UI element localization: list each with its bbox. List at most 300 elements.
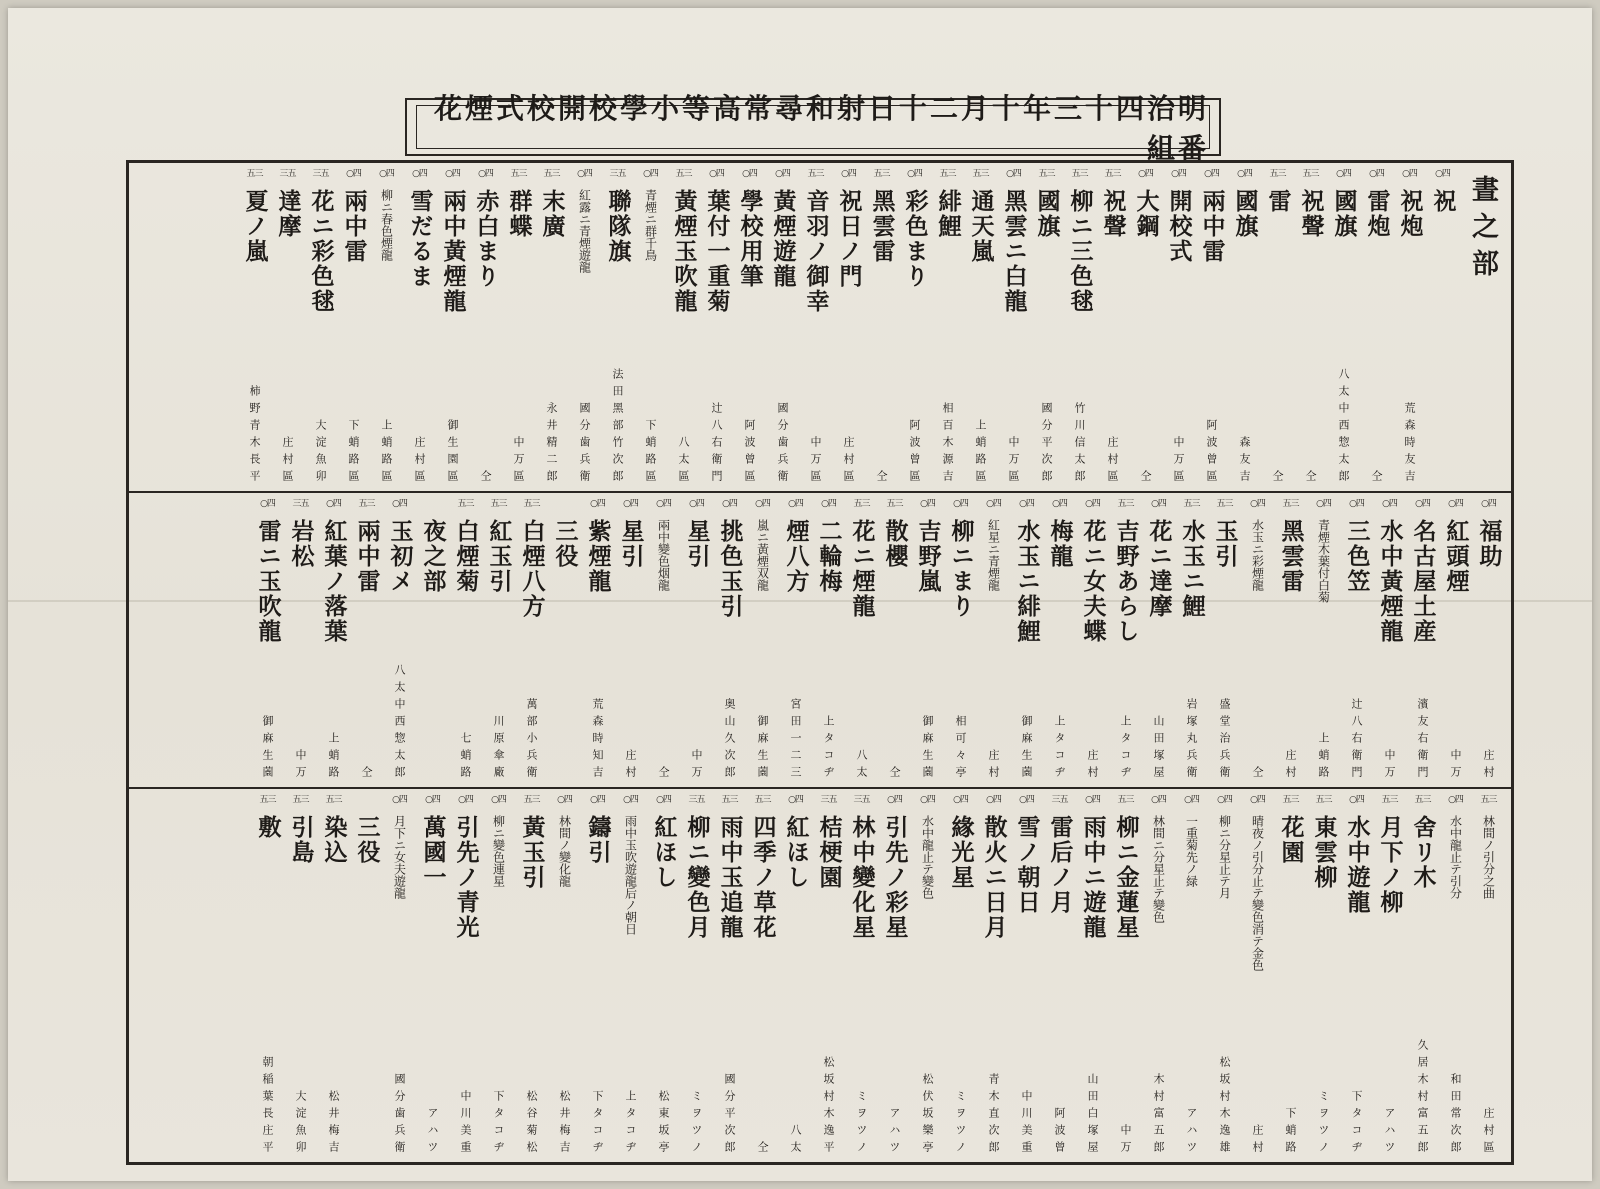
maker-name: 下タコヂ — [492, 1090, 505, 1158]
program-entry — [878, 795, 911, 1158]
maker-name: 庄村區 — [1106, 436, 1119, 487]
firework-name: 兩中雷 — [1198, 189, 1226, 264]
maker-name: 上タコヂ — [624, 1090, 637, 1158]
program-entry — [370, 169, 403, 487]
maker-name: 大淀魚卯 — [314, 419, 327, 487]
program-entry — [403, 169, 436, 487]
shell-size-code: ○四 — [920, 499, 935, 509]
shell-size-code: 五三 — [358, 499, 375, 509]
maker-name: 中万區 — [512, 436, 525, 487]
maker-name: 下タコヂ — [1350, 1090, 1363, 1158]
firework-name: 國旗 — [1330, 189, 1358, 239]
shell-size-code: 五三 — [1071, 169, 1088, 179]
firework-name: 夜之部 — [419, 519, 447, 594]
shell-size-code: ○四 — [1138, 169, 1153, 179]
maker-name: 庄村區 — [413, 436, 426, 487]
firework-name: 紅葉ノ落葉 — [320, 519, 348, 644]
maker-name: 國分歯兵衛 — [578, 402, 591, 487]
program-entry — [1327, 169, 1360, 487]
maker-name: 奥山久次郎 — [723, 698, 736, 783]
firework-name: 吉野あらし — [1112, 519, 1140, 644]
shell-size-code: ○四 — [1085, 795, 1100, 805]
firework-name: 二輪梅 — [815, 519, 843, 594]
firework-name-small: 水中龍止テ變色 — [920, 815, 935, 899]
firework-name-small: 一重菊先ノ緑 — [1184, 815, 1199, 887]
shell-size-code: 五三 — [1117, 499, 1134, 509]
program-entry — [713, 499, 746, 783]
shell-size-code: ○四 — [953, 499, 968, 509]
program-entry — [680, 499, 713, 783]
firework-name: 雪だるま — [406, 189, 434, 289]
shell-size-code: ○四 — [577, 169, 592, 179]
shell-size-code: 五三 — [1282, 795, 1299, 805]
program-entry — [1208, 795, 1241, 1158]
maker-name: 庄村區 — [281, 436, 294, 487]
shell-size-code: 五三 — [1414, 795, 1431, 805]
firework-name: 舍リ木 — [1409, 815, 1437, 890]
firework-name: 煙八方 — [782, 519, 810, 594]
maker-name: 大淀魚卯 — [294, 1090, 307, 1158]
shell-size-code: 五三 — [1302, 169, 1319, 179]
maker-name: 仝 — [1271, 470, 1284, 487]
shell-size-code: ○四 — [1349, 795, 1364, 805]
maker-name: 永井精二郎 — [545, 402, 558, 487]
program-entry — [878, 499, 911, 783]
firework-name: 三役 — [353, 815, 381, 865]
shell-size-code: ○四 — [623, 499, 638, 509]
firework-name: 紅ほし — [650, 815, 678, 890]
program-entry — [251, 499, 284, 783]
maker-name: 御生園區 — [446, 419, 459, 487]
firework-name: 葉付一重菊 — [703, 189, 731, 314]
firework-name-small: 水中龍止テ引分 — [1448, 815, 1463, 899]
day-section-header-col — [1459, 169, 1505, 487]
shell-size-code: ○四 — [775, 169, 790, 179]
maker-name: 中万 — [690, 749, 703, 783]
shell-size-code: ○四 — [1415, 499, 1430, 509]
firework-name: 散火ニ日月 — [980, 815, 1008, 940]
program-entry — [746, 499, 779, 783]
program-entry — [977, 499, 1010, 783]
firework-name: 雷后ノ月 — [1046, 815, 1074, 915]
bottom-section — [129, 789, 1511, 1162]
maker-name: 和田常次郎 — [1449, 1073, 1462, 1158]
program-table — [126, 160, 1514, 1165]
shell-size-code: 五三 — [1315, 795, 1332, 805]
firework-name: 緋鯉 — [934, 189, 962, 239]
maker-name: アハツ — [1383, 1107, 1396, 1158]
shell-size-code: 五三 — [1282, 499, 1299, 509]
firework-name: 國旗 — [1231, 189, 1259, 239]
firework-name: 敷 — [254, 815, 282, 840]
shell-size-code: ○四 — [1369, 169, 1384, 179]
firework-name: 雨中ニ遊龍 — [1079, 815, 1107, 940]
maker-name: 松坂村木逸平 — [822, 1056, 835, 1158]
program-entry — [614, 499, 647, 783]
maker-name: 阿波曾區 — [908, 419, 921, 487]
firework-name: 赤白まり — [472, 189, 500, 289]
maker-name: 朝稲葉長庄平 — [261, 1056, 274, 1158]
program-entry — [766, 169, 799, 487]
program-entry — [911, 499, 944, 783]
program-entry — [515, 499, 548, 783]
program-entry — [1307, 795, 1340, 1158]
program-entry — [1162, 169, 1195, 487]
program-entry — [845, 795, 878, 1158]
program-entry — [449, 795, 482, 1158]
program-entry — [634, 169, 667, 487]
firework-name: 挑色玉引 — [716, 519, 744, 619]
program-entry — [1043, 795, 1076, 1158]
firework-name: 音羽ノ御幸 — [802, 189, 830, 314]
maker-name: 木村富五郎 — [1152, 1073, 1165, 1158]
shell-size-code: ○四 — [907, 169, 922, 179]
maker-name: 八太區 — [677, 436, 690, 487]
maker-name: 庄村 — [1482, 749, 1495, 783]
maker-name: 辻八右衛門 — [710, 402, 723, 487]
shell-size-code: ○四 — [755, 499, 770, 509]
program-entry — [1142, 499, 1175, 783]
shell-size-code: ○四 — [1052, 499, 1067, 509]
maker-name: 上蛸路區 — [974, 419, 987, 487]
firework-name: 吉野嵐 — [914, 519, 942, 594]
shell-size-code: ○四 — [722, 499, 737, 509]
program-entry — [1142, 795, 1175, 1158]
firework-name-small: 嵐ニ黃煙双龍 — [755, 519, 770, 591]
shell-size-code: ○四 — [742, 169, 757, 179]
shell-size-code: ○四 — [1006, 169, 1021, 179]
firework-name-small: 青煙木葉付白菊 — [1316, 519, 1331, 603]
shell-size-code: 五三 — [543, 169, 560, 179]
maker-name: 下蛸路區 — [347, 419, 360, 487]
shell-size-code: 五三 — [886, 499, 903, 509]
program-entry — [1175, 795, 1208, 1158]
program-entry — [601, 169, 634, 487]
firework-name: 東雲柳 — [1310, 815, 1338, 890]
shell-size-code: 五三 — [490, 499, 507, 509]
shell-size-code: ○四 — [1019, 499, 1034, 509]
firework-name: 聯隊旗 — [604, 189, 632, 264]
program-entry — [647, 795, 680, 1158]
shell-size-code: ○四 — [788, 499, 803, 509]
firework-name-small: 青煙ニ群千鳥 — [643, 189, 658, 261]
program-entry — [1175, 499, 1208, 783]
program-entry — [1373, 499, 1406, 783]
shell-size-code: ○四 — [788, 795, 803, 805]
program-entry — [304, 169, 337, 487]
firework-name: 通天嵐 — [967, 189, 995, 264]
maker-name: 仝 — [888, 766, 901, 783]
program-entry — [1340, 499, 1373, 783]
shell-size-code: 三五 — [688, 795, 705, 805]
shell-size-code: ○四 — [1184, 795, 1199, 805]
maker-name: 八太中西惣太郎 — [393, 664, 406, 783]
firework-name: 柳ニ金蓮星 — [1112, 815, 1140, 940]
maker-name: 七蛸路 — [459, 732, 472, 783]
maker-name: アハツ — [1185, 1107, 1198, 1158]
firework-name: 白煙八方 — [518, 519, 546, 619]
program-entry — [548, 795, 581, 1158]
maker-name: 中万區 — [1007, 436, 1020, 487]
firework-name-small: 水玉ニ彩煙龍 — [1250, 519, 1265, 591]
shell-size-code: ○四 — [1019, 795, 1034, 805]
shell-size-code: ○四 — [1151, 795, 1166, 805]
program-entry — [1340, 795, 1373, 1158]
maker-name: 川原傘廠 — [492, 715, 505, 783]
shell-size-code: ○四 — [590, 795, 605, 805]
shell-size-code: 五三 — [246, 169, 263, 179]
shell-size-code: ○四 — [260, 499, 275, 509]
firework-name: 祝 — [1429, 189, 1457, 214]
program-entry — [383, 795, 416, 1158]
program-entry — [680, 795, 713, 1158]
firework-name: 梅龍 — [1046, 519, 1074, 569]
program-entry — [1030, 169, 1063, 487]
program-entry — [1096, 169, 1129, 487]
firework-name: 紅頭煙 — [1442, 519, 1470, 594]
shell-size-code: 五三 — [1183, 499, 1200, 509]
firework-name: 星引 — [617, 519, 645, 569]
maker-name: 荒森時友吉 — [1403, 402, 1416, 487]
maker-name: 八太 — [855, 749, 868, 783]
program-entry — [1393, 169, 1426, 487]
shell-size-code: ○四 — [656, 499, 671, 509]
firework-name: 祝聲 — [1099, 189, 1127, 239]
firework-name: 緣光星 — [947, 815, 975, 890]
program-entry — [251, 795, 284, 1158]
maker-name: 下蛸路 — [1284, 1107, 1297, 1158]
maker-name: 相可々亭 — [954, 715, 967, 783]
shell-size-code: ○四 — [1085, 499, 1100, 509]
shell-size-code: 五三 — [510, 169, 527, 179]
program-entry — [1076, 499, 1109, 783]
firework-name: 祝日ノ門 — [835, 189, 863, 289]
program-entry — [1360, 169, 1393, 487]
firework-name: 玉引 — [1211, 519, 1239, 569]
maker-name: 仝 — [756, 1141, 769, 1158]
maker-name: 中万 — [1383, 749, 1396, 783]
program-entry — [1261, 169, 1294, 487]
shell-size-code: 五三 — [853, 499, 870, 509]
firework-name: 花ニ女夫蝶 — [1079, 519, 1107, 644]
program-entry — [1010, 499, 1043, 783]
shell-size-code: ○四 — [1336, 169, 1351, 179]
maker-name: 久居木村富五郎 — [1416, 1039, 1429, 1158]
shell-size-code: ○四 — [821, 499, 836, 509]
shell-size-code: ○四 — [1250, 499, 1265, 509]
firework-name-small: 兩中變色烟龍 — [656, 519, 671, 591]
program-entry — [812, 499, 845, 783]
program-entry — [416, 795, 449, 1158]
maker-name: 仝 — [875, 470, 888, 487]
firework-name-small: 柳ニ變色連星 — [491, 815, 506, 887]
shell-size-code: 五三 — [1104, 169, 1121, 179]
firework-name: 雷 — [1264, 189, 1292, 214]
firework-name-small: 月下ニ女夫遊龍 — [392, 815, 407, 899]
shell-size-code: ○四 — [953, 795, 968, 805]
firework-name: 黃玉引 — [518, 815, 546, 890]
shell-size-code: 五三 — [1269, 169, 1286, 179]
firework-name-small: 林間ノ引分之曲 — [1481, 815, 1496, 899]
firework-name: 紅ほし — [782, 815, 810, 890]
program-entry — [1241, 795, 1274, 1158]
shell-size-code: ○四 — [1448, 499, 1463, 509]
firework-name: 兩中雷 — [353, 519, 381, 594]
firework-name: 祝聲 — [1297, 189, 1325, 239]
program-entry — [1373, 795, 1406, 1158]
program-entry — [1129, 169, 1162, 487]
firework-name: 散櫻 — [881, 519, 909, 569]
program-entry — [1406, 499, 1439, 783]
program-entry — [1208, 499, 1241, 783]
firework-name: 水中遊龍 — [1343, 815, 1371, 915]
program-entry — [1228, 169, 1261, 487]
program-entry — [1241, 499, 1274, 783]
night-section — [129, 493, 1511, 789]
shell-size-code: ○四 — [643, 169, 658, 179]
firework-name: 星引 — [683, 519, 711, 569]
firework-name: 達摩 — [274, 189, 302, 239]
program-entry — [779, 795, 812, 1158]
maker-name: 庄村 — [1284, 749, 1297, 783]
program-entry — [350, 795, 383, 1158]
maker-name: 岩塚丸兵衛 — [1185, 698, 1198, 783]
shell-size-code: 三五 — [853, 795, 870, 805]
maker-name: 庄村區 — [842, 436, 855, 487]
program-entry — [535, 169, 568, 487]
firework-name: 雨中玉追龍 — [716, 815, 744, 940]
maker-name: 松谷菊松 — [525, 1090, 538, 1158]
program-entry — [898, 169, 931, 487]
shell-size-code: ○四 — [1402, 169, 1417, 179]
firework-name: 紫煙龍 — [584, 519, 612, 594]
program-entry — [779, 499, 812, 783]
program-entry — [964, 169, 997, 487]
shell-size-code: ○四 — [1217, 795, 1232, 805]
shell-size-code: ○四 — [1151, 499, 1166, 509]
program-entry — [581, 795, 614, 1158]
program-entry — [502, 169, 535, 487]
program-entry — [944, 795, 977, 1158]
maker-name: 國分平次郎 — [723, 1073, 736, 1158]
maker-name: 松伏坂樂亭 — [921, 1073, 934, 1158]
shell-size-code: 五三 — [754, 795, 771, 805]
maker-name: 阿波曾區 — [1205, 419, 1218, 487]
maker-name: 中川美重 — [459, 1090, 472, 1158]
firework-name: 四季ノ草花 — [749, 815, 777, 940]
maker-name: ミヲツノ — [690, 1090, 703, 1158]
program-entry — [482, 499, 515, 783]
program-entry — [700, 169, 733, 487]
firework-name: 末廣 — [538, 189, 566, 239]
firework-name: 兩中雷 — [340, 189, 368, 264]
program-entry — [1294, 169, 1327, 487]
shell-size-code: 五三 — [457, 499, 474, 509]
shell-size-code: ○四 — [623, 795, 638, 805]
maker-name: 庄村 — [1251, 1124, 1264, 1158]
maker-name: 中万 — [1449, 749, 1462, 783]
program-entry — [713, 795, 746, 1158]
firework-name: 花ニ達摩 — [1145, 519, 1173, 619]
maker-name: 柿野青木長平 — [248, 385, 261, 487]
program-entry — [911, 795, 944, 1158]
maker-name: 國分歯兵衛 — [393, 1073, 406, 1158]
maker-name: 下タコヂ — [591, 1090, 604, 1158]
maker-name: 上蛸路 — [327, 732, 340, 783]
firework-name: 花園 — [1277, 815, 1305, 865]
program-entry — [238, 169, 271, 487]
program-entry — [1439, 795, 1472, 1158]
program-entry — [865, 169, 898, 487]
maker-name: 御麻生薗 — [1020, 715, 1033, 783]
maker-name: 上蛸路 — [1317, 732, 1330, 783]
program-entry — [1439, 499, 1472, 783]
shell-size-code: 三五 — [292, 499, 309, 509]
program-entry — [317, 795, 350, 1158]
firework-name: 黑雲雷 — [868, 189, 896, 264]
shell-size-code: ○四 — [986, 499, 1001, 509]
maker-name: 庄村 — [987, 749, 1000, 783]
program-entry — [1109, 795, 1142, 1158]
maker-name: 宮田一二三 — [789, 698, 802, 783]
maker-name: 上タコヂ — [1053, 715, 1066, 783]
shell-size-code: ○四 — [1382, 499, 1397, 509]
program-entry — [449, 499, 482, 783]
firework-name: 引島 — [287, 815, 315, 865]
maker-name: アハツ — [426, 1107, 439, 1158]
shell-size-code: 五三 — [1117, 795, 1134, 805]
firework-name: 柳ニ變色月 — [683, 815, 711, 940]
maker-name: 山田白塚屋 — [1086, 1073, 1099, 1158]
shell-size-code: ○四 — [379, 169, 394, 179]
maker-name: 庄村 — [1086, 749, 1099, 783]
shell-size-code: ○四 — [920, 795, 935, 805]
firework-name: 花ニ煙龍 — [848, 519, 876, 619]
shell-size-code: 五三 — [1038, 169, 1055, 179]
program-entry — [317, 499, 350, 783]
maker-name: 庄村 — [624, 749, 637, 783]
program-entry — [1472, 795, 1505, 1158]
firework-name: 國旗 — [1033, 189, 1061, 239]
shell-size-code: 五三 — [1216, 499, 1233, 509]
maker-name: 中万 — [294, 749, 307, 783]
program-entry — [1307, 499, 1340, 783]
program-entry — [1195, 169, 1228, 487]
shell-size-code: ○四 — [326, 499, 341, 509]
program-entry — [614, 795, 647, 1158]
shell-size-code: ○四 — [1171, 169, 1186, 179]
maker-name: 山田塚屋 — [1152, 715, 1165, 783]
maker-name: 阿波曾區 — [743, 419, 756, 487]
program-entry — [1472, 499, 1505, 783]
maker-name: 國分平次郎 — [1040, 402, 1053, 487]
maker-name: 青木直次郎 — [987, 1073, 1000, 1158]
program-entry — [1274, 795, 1307, 1158]
firework-name-small: 紅星ニ青煙龍 — [986, 519, 1001, 591]
shell-size-code: 五三 — [1381, 795, 1398, 805]
day-section-header: 晝之部 — [1467, 175, 1498, 286]
program-entry — [350, 499, 383, 783]
firework-name-small: 晴夜ノ引分止テ變色消テ金色 — [1250, 815, 1265, 971]
program-entry — [337, 169, 370, 487]
maker-name: 八太 — [789, 1124, 802, 1158]
maker-name: 松井梅吉 — [327, 1090, 340, 1158]
maker-name: 仝 — [657, 766, 670, 783]
program-entry — [667, 169, 700, 487]
maker-name: 仝 — [479, 470, 492, 487]
shell-size-code: 五三 — [675, 169, 692, 179]
maker-name: ミヲツノ — [954, 1090, 967, 1158]
